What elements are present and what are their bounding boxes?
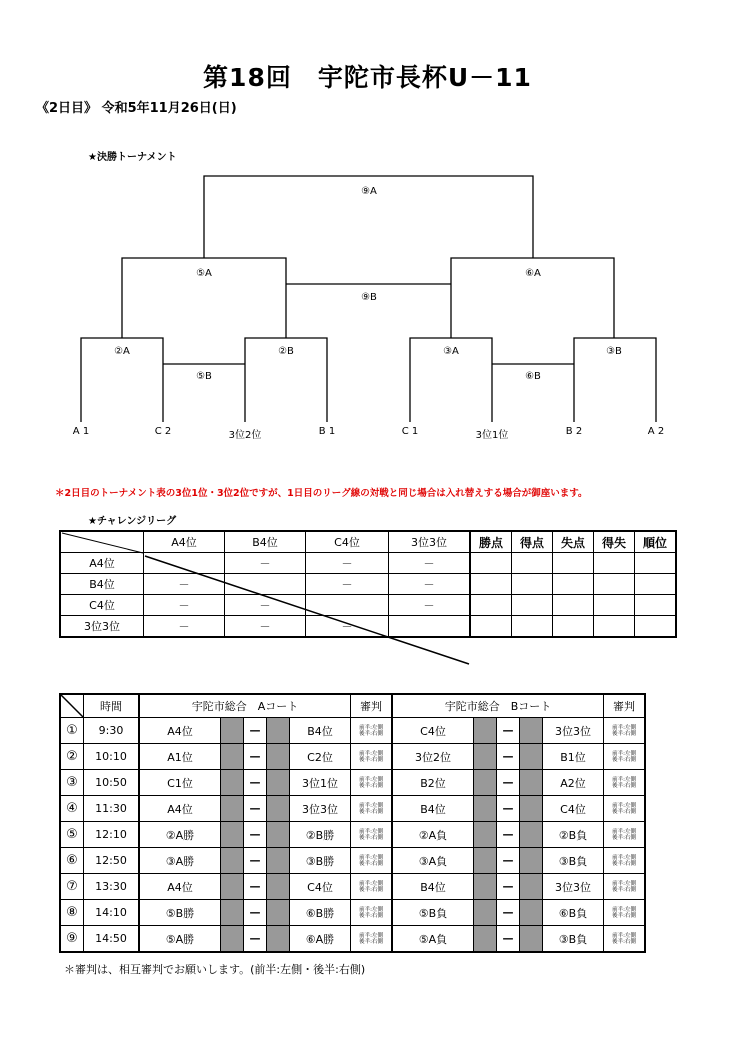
match-label-3a: ③A bbox=[443, 346, 459, 357]
match-number: ⑨ bbox=[60, 926, 84, 953]
league-row-header: A4位 bbox=[60, 553, 144, 574]
court-b-gray-right bbox=[520, 718, 543, 744]
court-a-referee bbox=[351, 926, 393, 953]
court-b-gray-right bbox=[520, 770, 543, 796]
court-a-gray-left bbox=[221, 744, 244, 770]
league-cell bbox=[512, 574, 553, 595]
tournament-bracket bbox=[0, 0, 735, 450]
referee-second-half: 後半:右側 bbox=[612, 860, 636, 867]
referee-first-half: 前半:左側 bbox=[612, 724, 636, 731]
court-a-gray-right bbox=[267, 718, 290, 744]
league-cell: － bbox=[225, 553, 306, 574]
league-cell bbox=[553, 574, 594, 595]
corner-cell bbox=[60, 694, 84, 718]
referee-second-half: 後半:右側 bbox=[359, 782, 383, 789]
league-cell bbox=[470, 595, 512, 616]
match-label-5b: ⑤B bbox=[196, 371, 212, 382]
court-a-away: C2位 bbox=[290, 744, 351, 770]
court-a-home: A4位 bbox=[139, 874, 221, 900]
match-label-6b: ⑥B bbox=[525, 371, 541, 382]
referee-first-half: 前半:左側 bbox=[612, 932, 636, 939]
court-b-home: C4位 bbox=[392, 718, 474, 744]
court-b-away: ③B負 bbox=[543, 848, 604, 874]
court-a-gray-right bbox=[267, 770, 290, 796]
league-cell bbox=[306, 595, 389, 616]
court-a-gray-right bbox=[267, 874, 290, 900]
court-b-dash: — bbox=[497, 718, 520, 744]
court-a-home: ③A勝 bbox=[139, 848, 221, 874]
referee-second-half: 後半:右側 bbox=[612, 756, 636, 763]
court-a-away: 3位1位 bbox=[290, 770, 351, 796]
referee-second-half: 後半:右側 bbox=[612, 938, 636, 945]
court-b-away: A2位 bbox=[543, 770, 604, 796]
league-cell: － bbox=[389, 553, 471, 574]
swap-notice: ＊2日目のトーナメント表の3位1位・3位2位ですが、1日目のリーグ線の対戦と同じ場合は入れ替えする場合が御座います。 bbox=[55, 488, 588, 499]
court-b-gray-left bbox=[474, 926, 497, 953]
court-a-gray-left bbox=[221, 900, 244, 926]
referee-second-half: 後半:右側 bbox=[359, 860, 383, 867]
court-b-dash: — bbox=[497, 822, 520, 848]
court-b-home: B4位 bbox=[392, 874, 474, 900]
team-slot: C 1 bbox=[401, 426, 419, 437]
court-b-dash: — bbox=[497, 900, 520, 926]
court-a-gray-left bbox=[221, 822, 244, 848]
court-b-away: ⑥B負 bbox=[543, 900, 604, 926]
team-slot: B 2 bbox=[565, 426, 583, 437]
court-b-home: ③A負 bbox=[392, 848, 474, 874]
league-row-header: 3位3位 bbox=[60, 616, 144, 638]
referee-first-half: 前半:左側 bbox=[359, 724, 383, 731]
league-heading: ★チャレンジリーグ bbox=[88, 516, 177, 527]
page-title: 第18回 宇陀市長杯U－11 bbox=[203, 63, 532, 92]
court-a-home: ⑤B勝 bbox=[139, 900, 221, 926]
court-a-gray-left bbox=[221, 848, 244, 874]
league-col-header: A4位 bbox=[144, 531, 225, 553]
referee-first-half: 前半:左側 bbox=[359, 932, 383, 939]
court-a-referee bbox=[351, 822, 393, 848]
referee-second-half: 後半:右側 bbox=[612, 730, 636, 737]
team-slot: C 2 bbox=[154, 426, 172, 437]
match-time: 13:30 bbox=[84, 874, 140, 900]
court-a-gray-right bbox=[267, 822, 290, 848]
schedule-row bbox=[60, 744, 645, 770]
court-b-gray-right bbox=[520, 822, 543, 848]
team-slot: 3位2位 bbox=[228, 430, 262, 441]
referee-first-half: 前半:左側 bbox=[612, 854, 636, 861]
court-b-referee bbox=[604, 744, 646, 770]
court-a-away: ②B勝 bbox=[290, 822, 351, 848]
league-cell: － bbox=[144, 595, 225, 616]
league-row-header: B4位 bbox=[60, 574, 144, 595]
league-cell: － bbox=[144, 574, 225, 595]
corner-cell bbox=[60, 531, 144, 553]
court-b-home: 3位2位 bbox=[392, 744, 474, 770]
match-time: 14:50 bbox=[84, 926, 140, 953]
court-b-dash: — bbox=[497, 770, 520, 796]
referee-second-half: 後半:右側 bbox=[359, 808, 383, 815]
court-b-away: 3位3位 bbox=[543, 874, 604, 900]
event-date: 《2日目》 令和5年11月26日(日) bbox=[36, 101, 237, 116]
league-table bbox=[59, 530, 677, 638]
court-b-gray-right bbox=[520, 744, 543, 770]
court-b-referee bbox=[604, 848, 646, 874]
points-header: 勝点 bbox=[470, 531, 512, 553]
league-cell bbox=[594, 574, 635, 595]
league-cell bbox=[225, 574, 306, 595]
league-cell bbox=[512, 553, 553, 574]
court-a-dash: — bbox=[244, 744, 267, 770]
court-b-referee bbox=[604, 874, 646, 900]
court-b-gray-left bbox=[474, 822, 497, 848]
referee-first-half: 前半:左側 bbox=[612, 802, 636, 809]
league-row-header: C4位 bbox=[60, 595, 144, 616]
court-a-dash: — bbox=[244, 770, 267, 796]
schedule-row bbox=[60, 770, 645, 796]
match-number: ③ bbox=[60, 770, 84, 796]
court-a-gray-left bbox=[221, 718, 244, 744]
schedule-row bbox=[60, 874, 645, 900]
court-a-away: ⑥B勝 bbox=[290, 900, 351, 926]
time-header: 時間 bbox=[84, 694, 140, 718]
court-a-home: C1位 bbox=[139, 770, 221, 796]
league-cell: － bbox=[306, 553, 389, 574]
referee-first-half: 前半:左側 bbox=[359, 828, 383, 835]
court-a-referee bbox=[351, 848, 393, 874]
court-a-dash: — bbox=[244, 900, 267, 926]
match-number: ④ bbox=[60, 796, 84, 822]
court-b-gray-left bbox=[474, 744, 497, 770]
court-a-dash: — bbox=[244, 796, 267, 822]
court-b-home: ②A負 bbox=[392, 822, 474, 848]
referee-first-half: 前半:左側 bbox=[359, 880, 383, 887]
team-slot: B 1 bbox=[318, 426, 336, 437]
court-b-referee bbox=[604, 718, 646, 744]
court-a-gray-left bbox=[221, 874, 244, 900]
league-cell bbox=[144, 553, 225, 574]
match-label-3b: ③B bbox=[606, 346, 622, 357]
team-slot: A 2 bbox=[647, 426, 665, 437]
court-b-gray-left bbox=[474, 770, 497, 796]
match-time: 14:10 bbox=[84, 900, 140, 926]
league-cell bbox=[553, 553, 594, 574]
league-cell: － bbox=[144, 616, 225, 638]
court-b-home: ⑤A負 bbox=[392, 926, 474, 953]
referee-header: 審判 bbox=[604, 694, 646, 718]
match-time: 9:30 bbox=[84, 718, 140, 744]
court-b-dash: — bbox=[497, 926, 520, 953]
court-b-home: ⑤B負 bbox=[392, 900, 474, 926]
schedule-row bbox=[60, 848, 645, 874]
court-a-gray-right bbox=[267, 900, 290, 926]
match-time: 11:30 bbox=[84, 796, 140, 822]
footnote: ＊審判は、相互審判でお願いします。(前半:左側・後半:右側) bbox=[64, 963, 366, 976]
referee-first-half: 前半:左側 bbox=[612, 750, 636, 757]
court-a-home: A1位 bbox=[139, 744, 221, 770]
referee-first-half: 前半:左側 bbox=[612, 776, 636, 783]
league-cell bbox=[594, 616, 635, 638]
match-number: ① bbox=[60, 718, 84, 744]
league-cell: － bbox=[225, 595, 306, 616]
league-cell: － bbox=[389, 595, 471, 616]
league-cell bbox=[470, 574, 512, 595]
league-cell bbox=[594, 595, 635, 616]
goals-header: 得点 bbox=[512, 531, 553, 553]
referee-first-half: 前半:左側 bbox=[612, 906, 636, 913]
match-number: ⑤ bbox=[60, 822, 84, 848]
court-b-away: ③B負 bbox=[543, 926, 604, 953]
court-a-gray-right bbox=[267, 926, 290, 953]
court-a-referee bbox=[351, 874, 393, 900]
match-time: 12:50 bbox=[84, 848, 140, 874]
league-col-header: 3位3位 bbox=[389, 531, 471, 553]
league-cell: － bbox=[306, 616, 389, 638]
court-b-gray-right bbox=[520, 796, 543, 822]
referee-first-half: 前半:左側 bbox=[359, 906, 383, 913]
referee-second-half: 後半:右側 bbox=[612, 886, 636, 893]
court-a-home: ⑤A勝 bbox=[139, 926, 221, 953]
referee-second-half: 後半:右側 bbox=[359, 756, 383, 763]
court-b-referee bbox=[604, 926, 646, 953]
schedule-row bbox=[60, 926, 645, 953]
court-a-gray-left bbox=[221, 796, 244, 822]
referee-first-half: 前半:左側 bbox=[359, 854, 383, 861]
match-time: 10:10 bbox=[84, 744, 140, 770]
court-a-referee bbox=[351, 796, 393, 822]
match-number: ⑧ bbox=[60, 900, 84, 926]
league-cell bbox=[470, 553, 512, 574]
league-cell: － bbox=[225, 616, 306, 638]
referee-header: 審判 bbox=[351, 694, 393, 718]
court-b-referee bbox=[604, 822, 646, 848]
referee-second-half: 後半:右側 bbox=[612, 782, 636, 789]
court-b-referee bbox=[604, 796, 646, 822]
referee-second-half: 後半:右側 bbox=[359, 886, 383, 893]
court-a-dash: — bbox=[244, 822, 267, 848]
referee-second-half: 後半:右側 bbox=[612, 834, 636, 841]
court-a-gray-right bbox=[267, 796, 290, 822]
court-a-dash: — bbox=[244, 848, 267, 874]
court-a-gray-left bbox=[221, 926, 244, 953]
league-cell bbox=[512, 616, 553, 638]
league-cell bbox=[553, 616, 594, 638]
league-col-header: C4位 bbox=[306, 531, 389, 553]
court-b-referee bbox=[604, 770, 646, 796]
league-cell bbox=[512, 595, 553, 616]
match-label-6a: ⑥A bbox=[525, 268, 541, 279]
goal-diff-header: 得失 bbox=[594, 531, 635, 553]
league-cell bbox=[635, 574, 677, 595]
referee-first-half: 前半:左側 bbox=[359, 802, 383, 809]
referee-first-half: 前半:左側 bbox=[359, 750, 383, 757]
court-a-dash: — bbox=[244, 874, 267, 900]
court-a-home: A4位 bbox=[139, 718, 221, 744]
referee-second-half: 後半:右側 bbox=[359, 834, 383, 841]
court-a-away: 3位3位 bbox=[290, 796, 351, 822]
court-a-away: B4位 bbox=[290, 718, 351, 744]
referee-second-half: 後半:右側 bbox=[359, 730, 383, 737]
court-b-gray-right bbox=[520, 900, 543, 926]
match-time: 10:50 bbox=[84, 770, 140, 796]
court-b-gray-right bbox=[520, 874, 543, 900]
court-b-home: B2位 bbox=[392, 770, 474, 796]
court-b-gray-left bbox=[474, 796, 497, 822]
court-a-away: ③B勝 bbox=[290, 848, 351, 874]
match-number: ⑦ bbox=[60, 874, 84, 900]
court-b-referee bbox=[604, 900, 646, 926]
rank-header: 順位 bbox=[635, 531, 677, 553]
court-b-dash: — bbox=[497, 796, 520, 822]
match-label-2b: ②B bbox=[278, 346, 294, 357]
referee-second-half: 後半:右側 bbox=[612, 912, 636, 919]
match-label-9a: ⑨A bbox=[361, 186, 377, 197]
court-a-gray-right bbox=[267, 848, 290, 874]
court-b-away: C4位 bbox=[543, 796, 604, 822]
court-b-home: B4位 bbox=[392, 796, 474, 822]
schedule-row bbox=[60, 796, 645, 822]
court-a-away: C4位 bbox=[290, 874, 351, 900]
court-b-dash: — bbox=[497, 874, 520, 900]
league-cell bbox=[635, 553, 677, 574]
league-cell bbox=[553, 595, 594, 616]
schedule-row bbox=[60, 718, 645, 744]
court-b-gray-left bbox=[474, 848, 497, 874]
court-a-dash: — bbox=[244, 926, 267, 953]
court-b-gray-left bbox=[474, 900, 497, 926]
match-number: ⑥ bbox=[60, 848, 84, 874]
referee-first-half: 前半:左側 bbox=[612, 828, 636, 835]
court-b-gray-left bbox=[474, 874, 497, 900]
team-slot: 3位1位 bbox=[475, 430, 509, 441]
conceded-header: 失点 bbox=[553, 531, 594, 553]
court-b-dash: — bbox=[497, 848, 520, 874]
team-slot: A 1 bbox=[72, 426, 90, 437]
court-a-home: ②A勝 bbox=[139, 822, 221, 848]
referee-second-half: 後半:右側 bbox=[612, 808, 636, 815]
court-b-away: B1位 bbox=[543, 744, 604, 770]
court-a-dash: — bbox=[244, 718, 267, 744]
referee-second-half: 後半:右側 bbox=[359, 912, 383, 919]
court-a-away: ⑥A勝 bbox=[290, 926, 351, 953]
league-cell bbox=[594, 553, 635, 574]
court-a-referee bbox=[351, 770, 393, 796]
court-b-away: 3位3位 bbox=[543, 718, 604, 744]
league-cell bbox=[389, 616, 471, 638]
league-cell: － bbox=[389, 574, 471, 595]
court-b-gray-left bbox=[474, 718, 497, 744]
league-cell bbox=[635, 616, 677, 638]
league-cell: － bbox=[306, 574, 389, 595]
match-time: 12:10 bbox=[84, 822, 140, 848]
referee-first-half: 前半:左側 bbox=[359, 776, 383, 783]
match-number: ② bbox=[60, 744, 84, 770]
court-b-dash: — bbox=[497, 744, 520, 770]
court-b-gray-right bbox=[520, 926, 543, 953]
court-a-referee bbox=[351, 744, 393, 770]
court-a-referee bbox=[351, 900, 393, 926]
schedule-row bbox=[60, 822, 645, 848]
court-a-gray-left bbox=[221, 770, 244, 796]
schedule-table bbox=[59, 693, 646, 953]
league-col-header: B4位 bbox=[225, 531, 306, 553]
match-label-9b: ⑨B bbox=[361, 292, 377, 303]
court-a-header: 宇陀市総合 Aコート bbox=[139, 694, 351, 718]
match-label-5a: ⑤A bbox=[196, 268, 212, 279]
tournament-heading: ★決勝トーナメント bbox=[88, 152, 177, 163]
league-cell bbox=[635, 595, 677, 616]
referee-second-half: 後半:右側 bbox=[359, 938, 383, 945]
referee-first-half: 前半:左側 bbox=[612, 880, 636, 887]
court-b-gray-right bbox=[520, 848, 543, 874]
league-cell bbox=[470, 616, 512, 638]
court-a-referee bbox=[351, 718, 393, 744]
court-a-gray-right bbox=[267, 744, 290, 770]
court-a-home: A4位 bbox=[139, 796, 221, 822]
schedule-row bbox=[60, 900, 645, 926]
match-label-2a: ②A bbox=[114, 346, 130, 357]
court-b-away: ②B負 bbox=[543, 822, 604, 848]
court-b-header: 宇陀市総合 Bコート bbox=[392, 694, 604, 718]
